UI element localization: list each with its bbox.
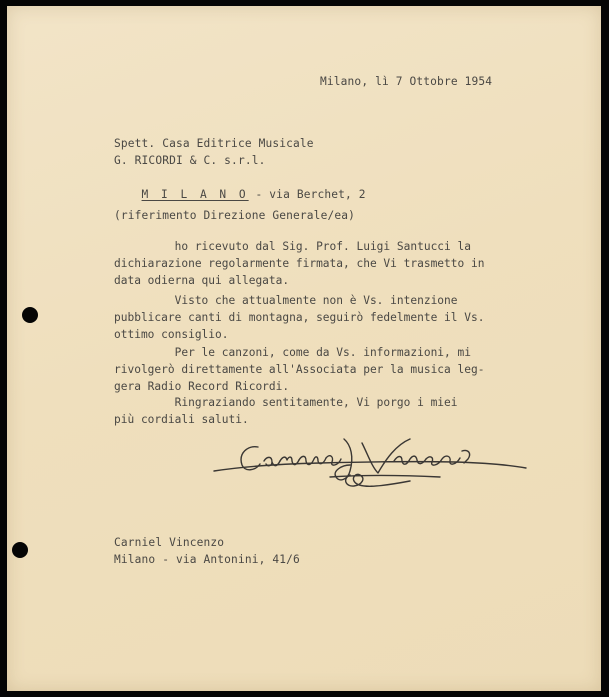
body-paragraph-2 <box>114 292 534 343</box>
sender-name: Carniel Vincenzo <box>114 536 225 549</box>
body-line: gera Radio Record Ricordi. <box>114 380 290 393</box>
punch-hole-top <box>22 307 38 323</box>
body-line: ho ricevuto dal Sig. Prof. Luigi Santucci la <box>114 240 471 253</box>
body-line: ottimo consiglio. <box>114 328 229 341</box>
sender-address: Milano - via Antonini, 41/6 <box>114 553 300 566</box>
body-line: Visto che attualmente non è Vs. intenzione <box>114 294 458 307</box>
body-line: data odierna qui allegata. <box>114 274 290 287</box>
body-line: pubblicare canti di montagna, seguirò fedelmente il Vs. <box>114 311 485 324</box>
recipient-line-1: Spett. Casa Editrice Musicale <box>114 137 314 150</box>
body-paragraph-3 <box>114 344 534 395</box>
recipient-address: - via Berchet, 2 <box>248 188 366 201</box>
body-line: Per le canzoni, come da Vs. informazioni, mi <box>114 346 471 359</box>
handwritten-signature <box>210 431 530 491</box>
body-paragraph-1 <box>114 238 534 289</box>
body-paragraph-4 <box>114 394 534 428</box>
letter-date: Milano, lì 7 Ottobre 1954 <box>320 75 493 88</box>
body-line: più cordiali saluti. <box>114 413 249 426</box>
body-line: dichiarazione regolarmente firmata, che Vi trasmetto in <box>114 257 485 270</box>
reference-line: (riferimento Direzione Generale/ea) <box>114 209 355 222</box>
recipient-line-2: G. RICORDI & C. s.r.l. <box>114 154 266 167</box>
recipient-city: M I L A N O <box>141 188 249 201</box>
body-line: rivolgerò direttamente all'Associata per la musica leg- <box>114 363 485 376</box>
body-line: Ringraziando sentitamente, Vi porgo i miei <box>114 396 458 409</box>
letter-page <box>7 6 601 691</box>
punch-hole-bottom <box>12 542 28 558</box>
